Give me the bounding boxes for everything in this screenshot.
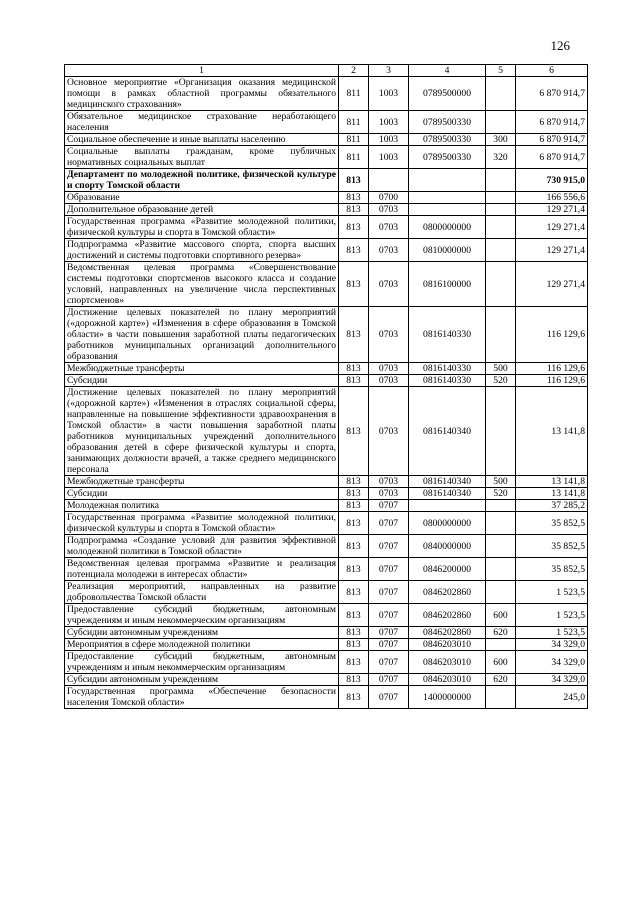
cell-name: Достижение целевых показателей по плану мероприятий («дорожной карте») «Изменения в отраслях социальной сферы, направленные на повышение эффективности здравоохранения в Томской области» в части повышения заработной платы работников муниципальных учреждений дополнительного образования детей в сфере физической культуры и спорта, занимающих должности врачей, а также среднего медицинского персонала [65,387,339,476]
cell-amount: 34 329,0 [516,651,588,674]
cell-admin-code: 813 [339,204,369,216]
cell-expense-type: 520 [486,488,516,500]
cell-name: Ведомственная целевая программа «Развитие и реализация потенциала молодежи в интересах области» [65,558,339,581]
table-row [65,488,588,500]
cell-amount: 166 556,6 [516,192,588,204]
cell-amount: 116 129,6 [516,307,588,363]
table-row [65,686,588,709]
cell-admin-code: 813 [339,488,369,500]
cell-expense-type: 500 [486,476,516,488]
cell-name: Межбюджетные трансферты [65,476,339,488]
cell-name: Предоставление субсидий бюджетным, автономным учреждениям и иным некоммерческим организациям [65,651,339,674]
cell-expense-type [486,581,516,604]
cell-amount: 6 870 914,7 [516,134,588,146]
table-row [65,512,588,535]
cell-target-code: 0846202860 [409,604,486,627]
cell-target-code: 0846203010 [409,651,486,674]
cell-admin-code: 813 [339,558,369,581]
cell-target-code: 0846203010 [409,639,486,651]
cell-section-code: 1003 [369,77,409,111]
page-number: 126 [550,38,570,53]
cell-expense-type [486,558,516,581]
cell-name: Субсидии автономным учреждениям [65,674,339,686]
cell-name: Основное мероприятие «Организация оказания медицинской помощи в рамках областной программы обязательного медицинского страхования» [65,77,339,111]
cell-name: Государственная программа «Развитие молодежной политики, физической культуры и спорта в Томской области» [65,512,339,535]
cell-expense-type [486,239,516,262]
cell-admin-code: 813 [339,639,369,651]
table-header-row [65,65,588,77]
cell-admin-code: 813 [339,476,369,488]
table-row [65,169,588,192]
cell-target-code: 0846200000 [409,558,486,581]
cell-admin-code: 813 [339,387,369,476]
cell-expense-type [486,387,516,476]
cell-admin-code: 813 [339,363,369,375]
cell-target-code [409,192,486,204]
cell-name: Мероприятия в сфере молодежной политики [65,639,339,651]
cell-amount: 1 523,5 [516,581,588,604]
cell-section-code: 0703 [369,476,409,488]
column-header: 5 [486,65,516,77]
cell-admin-code: 813 [339,674,369,686]
cell-expense-type [486,192,516,204]
cell-target-code: 0810000000 [409,239,486,262]
cell-amount: 35 852,5 [516,512,588,535]
cell-admin-code: 813 [339,375,369,387]
table-row [65,216,588,239]
cell-target-code: 0816140340 [409,387,486,476]
table-row [65,239,588,262]
cell-name: Социальные выплаты гражданам, кроме публичных нормативных социальных выплат [65,146,339,169]
cell-target-code: 0816140330 [409,307,486,363]
cell-admin-code: 813 [339,512,369,535]
cell-section-code: 0707 [369,627,409,639]
cell-name: Субсидии автономным учреждениям [65,627,339,639]
cell-target-code: 0789500330 [409,134,486,146]
cell-section-code: 0707 [369,512,409,535]
cell-section-code: 0703 [369,204,409,216]
cell-amount: 13 141,8 [516,476,588,488]
cell-section-code: 0707 [369,581,409,604]
cell-expense-type [486,307,516,363]
cell-amount: 37 285,2 [516,500,588,512]
table-row [65,307,588,363]
column-header: 2 [339,65,369,77]
column-header: 1 [65,65,339,77]
table-row [65,558,588,581]
cell-name: Государственная программа «Развитие молодежной политики, физической культуры и спорта в Томской области» [65,216,339,239]
table-row [65,146,588,169]
cell-expense-type: 520 [486,375,516,387]
cell-target-code: 0816140330 [409,375,486,387]
cell-name: Государственная программа «Обеспечение безопасности населения Томской области» [65,686,339,709]
cell-expense-type [486,639,516,651]
cell-expense-type [486,169,516,192]
cell-name: Молодежная политика [65,500,339,512]
cell-expense-type: 600 [486,604,516,627]
cell-section-code: 0707 [369,500,409,512]
table-row [65,262,588,307]
table-row [65,363,588,375]
cell-expense-type [486,204,516,216]
cell-name: Субсидии [65,375,339,387]
table-row [65,204,588,216]
cell-amount: 13 141,8 [516,387,588,476]
cell-admin-code: 813 [339,500,369,512]
cell-amount: 1 523,5 [516,604,588,627]
cell-amount: 129 271,4 [516,262,588,307]
column-header: 3 [369,65,409,77]
cell-admin-code: 811 [339,111,369,134]
cell-name: Субсидии [65,488,339,500]
cell-admin-code: 813 [339,535,369,558]
cell-amount: 35 852,5 [516,558,588,581]
table-row [65,604,588,627]
cell-expense-type [486,262,516,307]
cell-admin-code: 813 [339,307,369,363]
cell-section-code: 1003 [369,111,409,134]
cell-admin-code: 813 [339,192,369,204]
cell-admin-code: 813 [339,686,369,709]
cell-section-code: 0707 [369,639,409,651]
cell-amount: 34 329,0 [516,639,588,651]
table-row [65,627,588,639]
cell-name: Департамент по молодежной политике, физической культуре и спорту Томской области [65,169,339,192]
cell-admin-code: 813 [339,239,369,262]
cell-section-code: 1003 [369,146,409,169]
cell-amount: 129 271,4 [516,239,588,262]
table-row [65,651,588,674]
table-row [65,674,588,686]
cell-section-code: 0707 [369,651,409,674]
cell-admin-code: 813 [339,216,369,239]
cell-target-code [409,169,486,192]
cell-expense-type: 620 [486,627,516,639]
cell-admin-code: 813 [339,262,369,307]
table-row [65,581,588,604]
cell-section-code: 0703 [369,387,409,476]
cell-amount: 129 271,4 [516,204,588,216]
cell-section-code: 0703 [369,363,409,375]
cell-expense-type [486,216,516,239]
budget-table [64,64,588,709]
cell-admin-code: 813 [339,604,369,627]
cell-section-code: 0703 [369,216,409,239]
cell-expense-type [486,535,516,558]
cell-expense-type [486,77,516,111]
cell-expense-type: 500 [486,363,516,375]
cell-expense-type: 320 [486,146,516,169]
cell-target-code: 0816140330 [409,363,486,375]
cell-name: Подпрограмма «Создание условий для развития эффективной молодежной политики в Томской области» [65,535,339,558]
cell-section-code: 0703 [369,239,409,262]
cell-target-code: 0800000000 [409,512,486,535]
cell-amount: 1 523,5 [516,627,588,639]
cell-expense-type [486,686,516,709]
cell-section-code: 0703 [369,375,409,387]
cell-expense-type: 300 [486,134,516,146]
column-header: 6 [516,65,588,77]
cell-target-code: 0816140340 [409,488,486,500]
table-row [65,77,588,111]
cell-amount: 6 870 914,7 [516,146,588,169]
cell-amount: 116 129,6 [516,375,588,387]
cell-section-code: 0707 [369,686,409,709]
cell-section-code: 0707 [369,558,409,581]
cell-section-code: 0707 [369,674,409,686]
cell-amount: 6 870 914,7 [516,77,588,111]
table-row [65,500,588,512]
table-row [65,535,588,558]
cell-target-code: 0846203010 [409,674,486,686]
cell-admin-code: 813 [339,627,369,639]
cell-section-code: 0703 [369,488,409,500]
cell-expense-type: 600 [486,651,516,674]
cell-admin-code: 813 [339,581,369,604]
column-header: 4 [409,65,486,77]
cell-target-code: 0800000000 [409,216,486,239]
table-row [65,387,588,476]
cell-amount: 245,0 [516,686,588,709]
cell-target-code: 0846202860 [409,627,486,639]
cell-admin-code: 811 [339,134,369,146]
cell-admin-code: 811 [339,146,369,169]
cell-section-code: 0703 [369,262,409,307]
cell-target-code: 0846202860 [409,581,486,604]
cell-target-code [409,500,486,512]
cell-expense-type [486,111,516,134]
table-row [65,134,588,146]
cell-amount: 116 129,6 [516,363,588,375]
cell-section-code: 1003 [369,134,409,146]
cell-target-code: 0816100000 [409,262,486,307]
cell-name: Реализация мероприятий, направленных на развитие добровольчества Томской области [65,581,339,604]
cell-amount: 13 141,8 [516,488,588,500]
cell-target-code: 0789500000 [409,77,486,111]
cell-admin-code: 813 [339,169,369,192]
cell-amount: 34 329,0 [516,674,588,686]
table-row [65,639,588,651]
cell-admin-code: 813 [339,651,369,674]
cell-name: Обязательное медицинское страхование неработающего населения [65,111,339,134]
cell-name: Подпрограмма «Развитие массового спорта, спорта высших достижений и системы подготовки спортивного резерва» [65,239,339,262]
table-row [65,476,588,488]
cell-name: Предоставление субсидий бюджетным, автономным учреждениям и иным некоммерческим организациям [65,604,339,627]
table-row [65,192,588,204]
cell-target-code: 1400000000 [409,686,486,709]
cell-expense-type: 620 [486,674,516,686]
cell-name: Образование [65,192,339,204]
cell-target-code: 0840000000 [409,535,486,558]
table-row [65,375,588,387]
cell-target-code: 0789500330 [409,146,486,169]
table-row [65,111,588,134]
cell-expense-type [486,500,516,512]
cell-target-code: 0789500330 [409,111,486,134]
cell-amount: 730 915,0 [516,169,588,192]
cell-amount: 129 271,4 [516,216,588,239]
cell-target-code [409,204,486,216]
cell-name: Ведомственная целевая программа «Совершенствование системы подготовки спортсменов высокого класса и создание условий, направленных на увеличение числа перспективных спортсменов» [65,262,339,307]
cell-section-code: 0703 [369,307,409,363]
cell-amount: 35 852,5 [516,535,588,558]
cell-section-code [369,169,409,192]
cell-section-code: 0707 [369,604,409,627]
cell-name: Дополнительное образование детей [65,204,339,216]
cell-amount: 6 870 914,7 [516,111,588,134]
cell-admin-code: 811 [339,77,369,111]
cell-section-code: 0700 [369,192,409,204]
cell-target-code: 0816140340 [409,476,486,488]
cell-name: Достижение целевых показателей по плану мероприятий («дорожной карте») «Изменения в сфере образования в Томской области» в части повышения заработной платы педагогических работников муниципальных организаций дополнительного образования [65,307,339,363]
cell-name: Межбюджетные трансферты [65,363,339,375]
cell-section-code: 0707 [369,535,409,558]
cell-expense-type [486,512,516,535]
cell-name: Социальное обеспечение и иные выплаты населению [65,134,339,146]
